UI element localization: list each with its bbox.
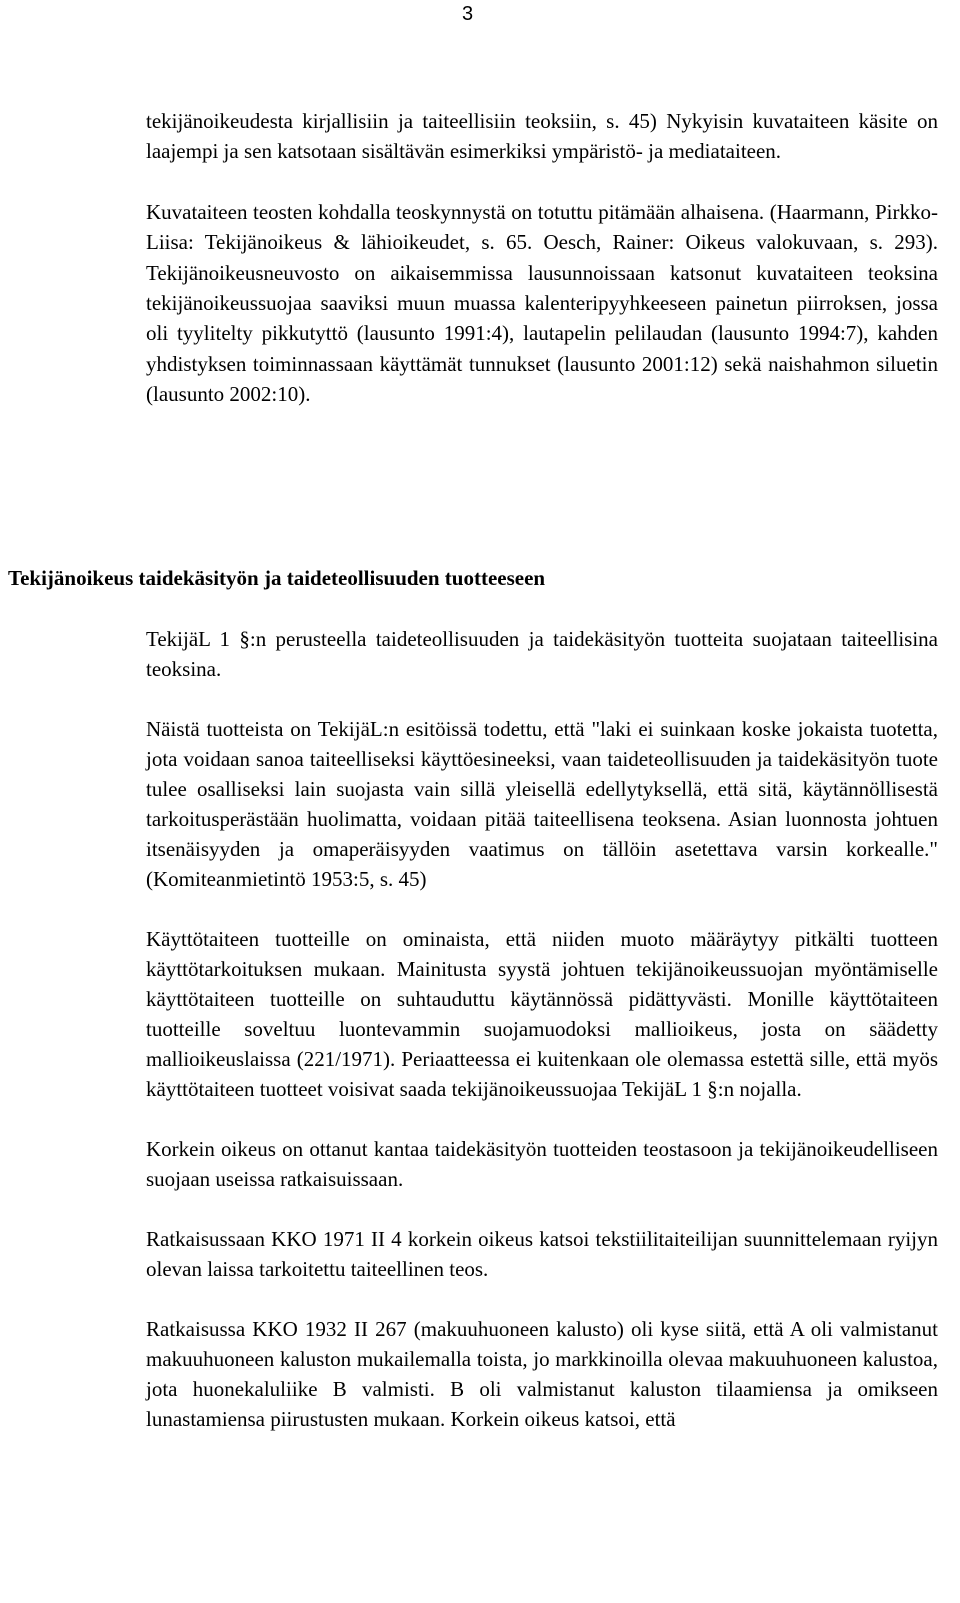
section-heading: Tekijänoikeus taidekäsityön ja taideteollisuuden tuotteeseen [8, 566, 546, 590]
paragraph-8: Ratkaisussa KKO 1932 II 267 (makuuhuoneen kalusto) oli kyse siitä, että A oli valmistanut makuuhuoneen kaluston mukailemalla toista, jo markkinoilla olevaa makuuhuoneen kalustoa, jota huonekaluliike B valmisti. B oli valmistanut kaluston tilaamiensa ja omikseen lunastamiensa piirustusten mukaan. Korkein oikeus katsoi, että [146, 1317, 938, 1431]
paragraph-5: Käyttötaiteen tuotteille on ominaista, että niiden muoto määräytyy pitkälti tuotteen käyttötarkoituksen mukaan. Mainitusta syystä johtuen tekijänoikeussuojan myöntämiselle käyttötaiteen tuotteille on suhtauduttu käytännössä pidättyvästi. Monille käyttötaiteen tuotteille soveltuu luontevammin suojamuodoksi mallioikeus, josta on säädetty mallioikeuslaissa (221/1971). Periaatteessa ei kuitenkaan ole olemassa estettä sille, että myös käyttötaiteen tuotteet voisivat saada tekijänoikeussuojaa TekijäL 1 §:n nojalla. [146, 927, 938, 1101]
paragraph-1: tekijänoikeudesta kirjallisiin ja taiteellisiin teoksiin, s. 45) Nykyisin kuvataiteen käsite on laajempi ja sen katsotaan sisältävän esimerkiksi ympäristö- ja mediataiteen. [146, 109, 938, 164]
paragraph-gap [146, 684, 938, 714]
paragraph-4: Näistä tuotteista on TekijäL:n esitöissä todettu, että "laki ei suinkaan koske jokaista tuotetta, jota voidaan sanoa taiteelliseksi käyttöesineeksi, vaan taideteollisuuden ja taidekäsityön tuote tulee osalliseksi lain suojasta vain sillä yleisellä edellytyksellä, että sitä, käytännöllisestä tarkoitusperästään huolimatta, voidaan pitää taiteellisena teoksena. Asian luonnosta johtuen itsenäisyyden ja omaperäisyyden vaatimus on tällöin asetettava varsin korkealle." (Komiteanmietintö 1953:5, s. 45) [146, 717, 938, 891]
paragraph-3: TekijäL 1 §:n perusteella taideteollisuuden ja taidekäsityön tuotteita suojataan taiteellisina teoksina. [146, 627, 938, 681]
paragraph-6: Korkein oikeus on ottanut kantaa taidekäsityön tuotteiden teostasoon ja tekijänoikeudelliseen suojaan useissa ratkaisuissaan. [146, 1137, 938, 1191]
page-number: 3 [462, 3, 474, 25]
paragraph-gap [146, 167, 938, 197]
paragraph-2: Kuvataiteen teosten kohdalla teoskynnystä on totuttu pitämään alhaisena. (Haarmann, Pirkko-Liisa: Tekijänoikeus & lähioikeudet, s. 65. Oesch, Rainer: Oikeus valokuvaan, s. 293). Tekijänoikeusneuvosto on aikaisemmissa lausunnoissaan katsonut kuvataiteen teoksina tekijänoikeussuojaa saaviksi muun muassa kalenteripyyhkeeseen painetun piirroksen, jossa oli tyylitelty pikkutyttö (lausunto 1991:4), lautapelin pelilaudan (lausunto 1994:7), kahden yhdistyksen toiminnassaan käyttämät tunnukset (lausunto 2001:12) sekä naishahmon siluetin (lausunto 2002:10). [146, 199, 938, 407]
body-lower [146, 624, 938, 1434]
body-upper [146, 106, 938, 410]
paragraph-7: Ratkaisussaan KKO 1971 II 4 korkein oikeus katsoi tekstiilitaiteilijan suunnittelemaan ryijyn olevan laissa tarkoitettu taiteellinen teos. [146, 1227, 938, 1281]
paragraph-gap [146, 1284, 938, 1314]
paragraph-gap [146, 1194, 938, 1224]
paragraph-gap [146, 1104, 938, 1134]
paragraph-gap [146, 894, 938, 924]
